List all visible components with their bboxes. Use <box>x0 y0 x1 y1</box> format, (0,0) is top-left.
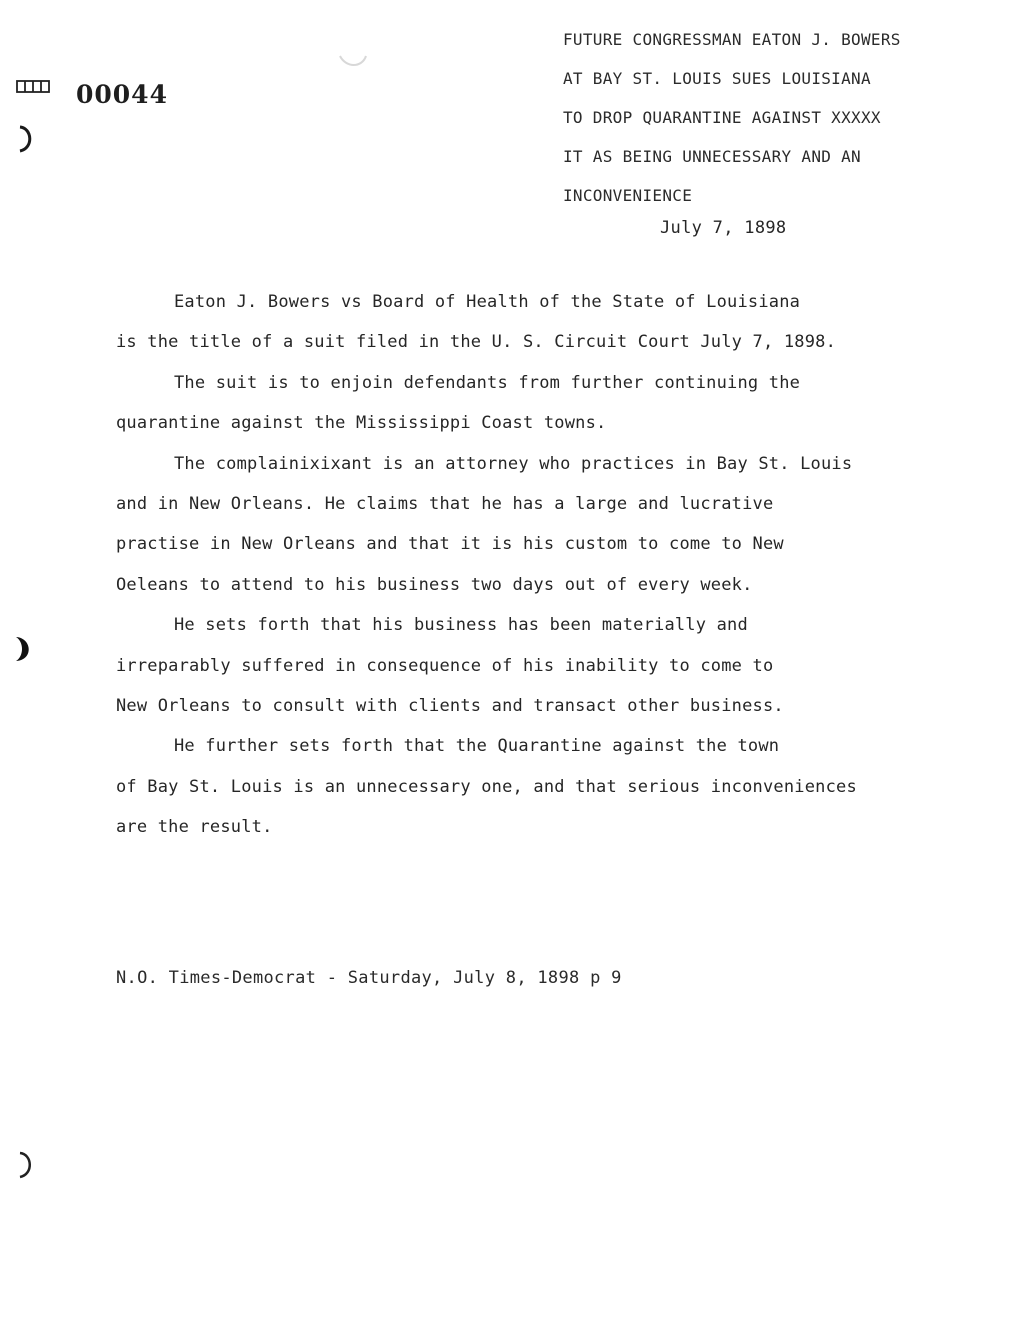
article-body <box>116 282 996 847</box>
body-line: irreparably suffered in consequence of his inability to come to <box>116 655 774 676</box>
body-line: and in New Orleans. He claims that he has a large and lucrative <box>116 493 774 514</box>
headline-line: IT AS BEING UNNECESSARY AND AN <box>563 147 861 166</box>
headline-line: INCONVENIENCE <box>563 186 693 205</box>
source-citation: N.O. Times-Democrat - Saturday, July 8, 1898 p 9 <box>116 968 622 988</box>
body-line: quarantine against the Mississippi Coast towns. <box>116 413 607 434</box>
body-line: Oeleans to attend to his business two days out of every week. <box>116 574 753 595</box>
archive-stamp-icon <box>16 78 50 96</box>
body-line: practise in New Orleans and that it is his custom to come to New <box>116 534 784 555</box>
paper-smudge <box>336 26 370 70</box>
headline-line: FUTURE CONGRESSMAN EATON J. BOWERS <box>563 30 901 49</box>
body-line: He sets forth that his business has been materially and <box>174 615 748 636</box>
body-line: Eaton J. Bowers vs Board of Health of the State of Louisiana <box>174 292 801 312</box>
body-line: He further sets forth that the Quarantine against the town <box>174 736 780 757</box>
binder-hole-icon <box>10 634 36 664</box>
body-line: are the result. <box>116 817 273 838</box>
body-line: The suit is to enjoin defendants from further continuing the <box>174 372 801 393</box>
headline-date: July 7, 1898 <box>660 218 787 238</box>
body-line: New Orleans to consult with clients and transact other business. <box>116 695 784 716</box>
document-number: 00044 <box>76 80 168 109</box>
headline <box>563 20 993 215</box>
body-line: of Bay St. Louis is an unnecessary one, and that serious inconveniences <box>116 776 857 797</box>
body-line: is the title of a suit filed in the U. S. Circuit Court July 7, 1898. <box>116 332 837 353</box>
binder-hole-icon <box>12 1150 38 1180</box>
binder-hole-icon <box>12 124 38 154</box>
headline-line: TO DROP QUARANTINE AGAINST XXXXX <box>563 108 881 127</box>
body-line: The complainixixant is an attorney who practices in Bay St. Louis <box>174 453 853 474</box>
headline-line: AT BAY ST. LOUIS SUES LOUISIANA <box>563 69 871 88</box>
